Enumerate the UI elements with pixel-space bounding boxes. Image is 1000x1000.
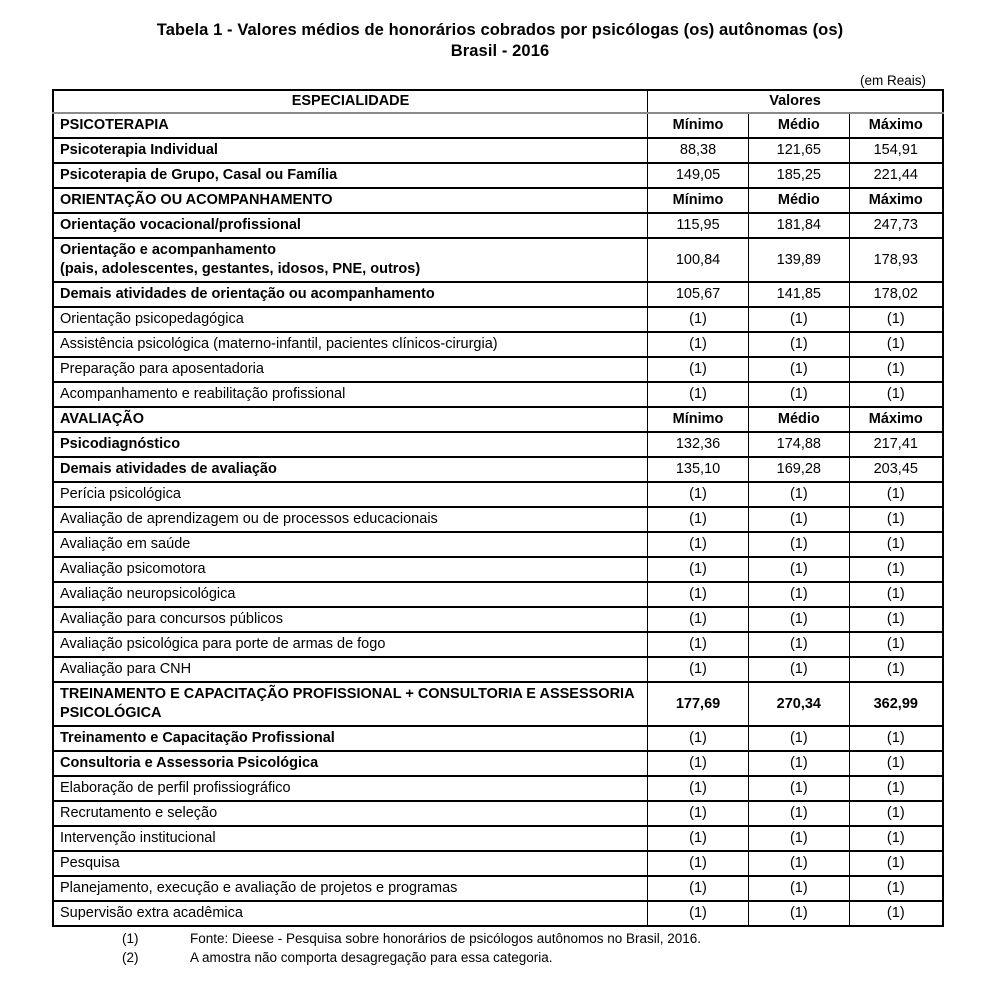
row-label: Perícia psicológica (53, 482, 648, 507)
table-row (53, 657, 943, 682)
value-cell: 247,73 (849, 213, 943, 238)
title-line2: Brasil - 2016 (450, 42, 550, 60)
value-cell: (1) (749, 582, 850, 607)
value-cell: (1) (749, 632, 850, 657)
row-label: Acompanhamento e reabilitação profissional (53, 382, 648, 407)
table-row (53, 188, 943, 213)
row-label: Psicoterapia de Grupo, Casal ou Família (53, 163, 648, 188)
table-row (53, 307, 943, 332)
value-cell: (1) (648, 751, 749, 776)
footnote-2-text: A amostra não comporta desagregação para essa categoria. (190, 949, 553, 965)
table-row (53, 582, 943, 607)
table-row (53, 532, 943, 557)
value-cell: Médio (749, 407, 850, 432)
row-label: Recrutamento e seleção (53, 801, 648, 826)
value-cell: (1) (849, 632, 943, 657)
row-label: Assistência psicológica (materno-infantil, pacientes clínicos-cirurgia) (53, 332, 648, 357)
value-cell: 139,89 (749, 238, 850, 282)
row-label: Orientação psicopedagógica (53, 307, 648, 332)
value-cell: (1) (648, 901, 749, 926)
value-cell: 203,45 (849, 457, 943, 482)
value-cell: (1) (648, 357, 749, 382)
table-row (53, 407, 943, 432)
value-cell: (1) (648, 801, 749, 826)
value-cell: Mínimo (648, 113, 749, 138)
row-label: Orientação e acompanhamento (pais, adolescentes, gestantes, idosos, PNE, outros) (53, 238, 648, 282)
row-label: TREINAMENTO E CAPACITAÇÃO PROFISSIONAL + CONSULTORIA E ASSESSORIA PSICOLÓGICA (53, 682, 648, 726)
footnote-2-marker: (2) (122, 949, 139, 965)
row-label: Psicodiagnóstico (53, 432, 648, 457)
value-cell: (1) (648, 332, 749, 357)
value-cell: (1) (849, 726, 943, 751)
footnote-1-text: Fonte: Dieese - Pesquisa sobre honorários de psicólogos autônomos no Brasil, 2016. (190, 931, 702, 946)
currency-note: (em Reais) (859, 73, 926, 88)
value-cell: (1) (648, 507, 749, 532)
table-row (53, 776, 943, 801)
footnote-1 (122, 930, 1000, 949)
value-cell: 100,84 (648, 238, 749, 282)
table-row (53, 876, 943, 901)
value-cell: 141,85 (749, 282, 850, 307)
value-cell: 105,67 (648, 282, 749, 307)
row-label: Avaliação para concursos públicos (53, 607, 648, 632)
value-cell: (1) (648, 557, 749, 582)
table-title (0, 20, 1000, 62)
value-cell: 270,34 (749, 682, 850, 726)
value-cell: 115,95 (648, 213, 749, 238)
value-cell: (1) (749, 482, 850, 507)
value-cell: (1) (849, 776, 943, 801)
row-label: Pesquisa (53, 851, 648, 876)
value-cell: (1) (749, 307, 850, 332)
row-label: Orientação vocacional/profissional (53, 213, 648, 238)
value-cell: 154,91 (849, 138, 943, 163)
value-cell: (1) (749, 332, 850, 357)
table-row (53, 432, 943, 457)
table-row (53, 507, 943, 532)
value-cell: (1) (849, 357, 943, 382)
value-cell: 177,69 (648, 682, 749, 726)
value-cell: 178,93 (849, 238, 943, 282)
value-cell: 217,41 (849, 432, 943, 457)
value-cell: (1) (749, 751, 850, 776)
table-row (53, 357, 943, 382)
table-row (53, 901, 943, 926)
footnote-2 (122, 949, 1000, 968)
value-cell: (1) (648, 532, 749, 557)
value-cell: 135,10 (648, 457, 749, 482)
table-row (53, 332, 943, 357)
value-cell: (1) (849, 482, 943, 507)
table-row (53, 607, 943, 632)
value-cell: (1) (849, 557, 943, 582)
row-label: Avaliação para CNH (53, 657, 648, 682)
table-row (53, 726, 943, 751)
value-cell: 221,44 (849, 163, 943, 188)
value-cell: 169,28 (749, 457, 850, 482)
value-cell: (1) (749, 507, 850, 532)
row-label: Avaliação psicomotora (53, 557, 648, 582)
value-cell: (1) (648, 382, 749, 407)
value-cell: (1) (648, 851, 749, 876)
value-cell: (1) (749, 851, 850, 876)
table-row (53, 282, 943, 307)
value-cell: (1) (648, 776, 749, 801)
value-cell: (1) (849, 751, 943, 776)
value-cell: (1) (849, 582, 943, 607)
value-cell: (1) (749, 826, 850, 851)
value-cell: 149,05 (648, 163, 749, 188)
table-row (53, 238, 943, 282)
value-cell: (1) (648, 582, 749, 607)
value-cell: (1) (849, 801, 943, 826)
value-cell: 362,99 (849, 682, 943, 726)
value-cell: (1) (749, 607, 850, 632)
row-label: Planejamento, execução e avaliação de projetos e programas (53, 876, 648, 901)
table-row (53, 851, 943, 876)
row-label: Avaliação em saúde (53, 532, 648, 557)
column-header-valores: Valores (648, 90, 943, 113)
value-cell: 132,36 (648, 432, 749, 457)
value-cell: (1) (648, 482, 749, 507)
table-row (53, 801, 943, 826)
row-label: Preparação para aposentadoria (53, 357, 648, 382)
table-row (53, 138, 943, 163)
value-cell: (1) (648, 307, 749, 332)
value-cell: (1) (648, 726, 749, 751)
value-cell: (1) (749, 557, 850, 582)
value-cell: (1) (849, 507, 943, 532)
value-cell: (1) (849, 532, 943, 557)
row-label: PSICOTERAPIA (53, 113, 648, 138)
row-label: AVALIAÇÃO (53, 407, 648, 432)
table-row (53, 751, 943, 776)
table-row (53, 482, 943, 507)
table-header-row (53, 90, 943, 113)
value-cell: (1) (749, 657, 850, 682)
value-cell: (1) (749, 382, 850, 407)
title-line1: Tabela 1 - Valores médios de honorários cobrados por psicólogas (os) autônomas (os) (156, 21, 844, 39)
value-cell: 88,38 (648, 138, 749, 163)
row-label: Demais atividades de avaliação (53, 457, 648, 482)
value-cell: (1) (749, 801, 850, 826)
value-cell: (1) (749, 776, 850, 801)
row-label: Avaliação neuropsicológica (53, 582, 648, 607)
value-cell: (1) (749, 532, 850, 557)
row-label: Consultoria e Assessoria Psicológica (53, 751, 648, 776)
value-cell: (1) (749, 901, 850, 926)
row-label: Demais atividades de orientação ou acompanhamento (53, 282, 648, 307)
value-cell: 178,02 (849, 282, 943, 307)
table-row (53, 113, 943, 138)
value-cell: Máximo (849, 113, 943, 138)
table-row (53, 826, 943, 851)
value-cell: (1) (648, 826, 749, 851)
value-cell: Médio (749, 113, 850, 138)
table-row (53, 682, 943, 726)
value-cell: (1) (849, 307, 943, 332)
row-label: Psicoterapia Individual (53, 138, 648, 163)
value-cell: (1) (648, 632, 749, 657)
value-cell: (1) (849, 382, 943, 407)
value-cell: Máximo (849, 407, 943, 432)
row-label: ORIENTAÇÃO OU ACOMPANHAMENTO (53, 188, 648, 213)
value-cell: (1) (849, 657, 943, 682)
row-label: Avaliação psicológica para porte de armas de fogo (53, 632, 648, 657)
value-cell: (1) (849, 332, 943, 357)
row-label: Intervenção institucional (53, 826, 648, 851)
footnote-1-marker: (1) (122, 931, 139, 946)
value-cell: 181,84 (749, 213, 850, 238)
table-row (53, 457, 943, 482)
value-cell: (1) (849, 607, 943, 632)
value-cell: 121,65 (749, 138, 850, 163)
value-cell: (1) (648, 607, 749, 632)
table-body (53, 113, 943, 926)
value-cell: 174,88 (749, 432, 850, 457)
value-cell: Máximo (849, 188, 943, 213)
value-cell: 185,25 (749, 163, 850, 188)
value-cell: Mínimo (648, 407, 749, 432)
footnotes (122, 930, 1000, 967)
value-cell: (1) (849, 851, 943, 876)
value-cell: (1) (749, 726, 850, 751)
table-row (53, 632, 943, 657)
value-cell: (1) (648, 657, 749, 682)
value-cell: Mínimo (648, 188, 749, 213)
value-cell: (1) (849, 901, 943, 926)
table-row (53, 163, 943, 188)
column-header-especialidade: ESPECIALIDADE (53, 90, 648, 113)
table-row (53, 557, 943, 582)
row-label: Treinamento e Capacitação Profissional (53, 726, 648, 751)
table-row (53, 213, 943, 238)
fees-table (52, 89, 944, 927)
value-cell: (1) (749, 876, 850, 901)
row-label: Elaboração de perfil profissiográfico (53, 776, 648, 801)
table-row (53, 382, 943, 407)
value-cell: (1) (849, 826, 943, 851)
row-label: Supervisão extra acadêmica (53, 901, 648, 926)
row-label: Avaliação de aprendizagem ou de processos educacionais (53, 507, 648, 532)
value-cell: (1) (749, 357, 850, 382)
value-cell: (1) (648, 876, 749, 901)
value-cell: (1) (849, 876, 943, 901)
value-cell: Médio (749, 188, 850, 213)
